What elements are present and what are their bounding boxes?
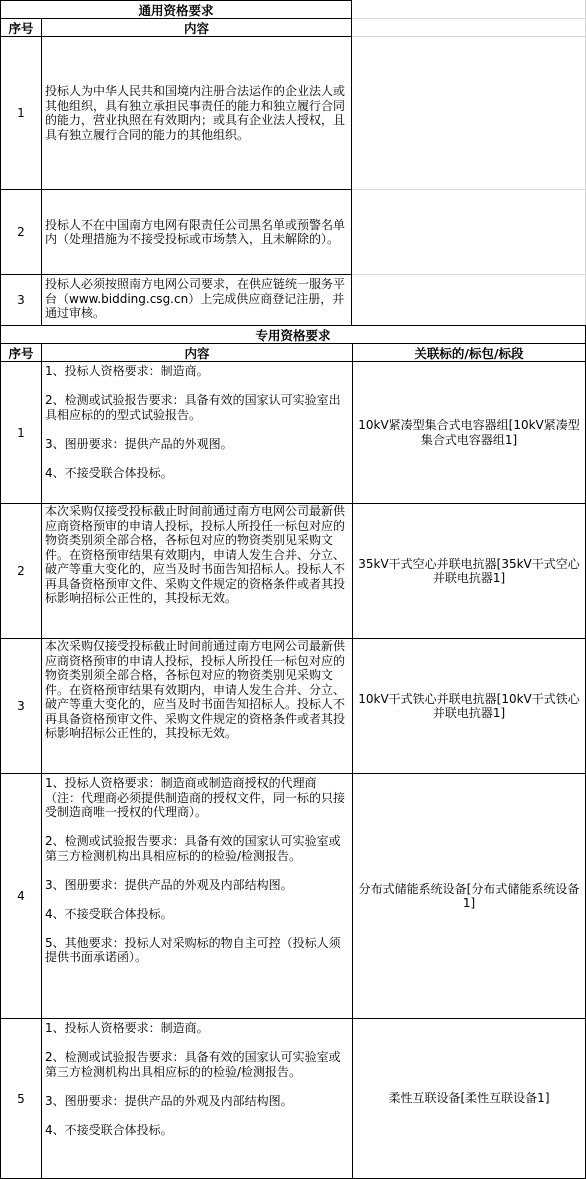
special-row-4-text: 1、投标人资格要求：制造商或制造商授权的代理商（注：代理商必须提供制造商的授权文件，同一标的只接受制造商唯一授权的代理商）。 2、检测或试验报告要求：具备有效的国家认可实验室或第三方检测机构出具相应标的的检验/检测报告。 3、图册要求：提供产品的外观及内部结构图。 4、不接受联合体投标。 5、其他要求：投标人对采购标的物自主可控（投标人须提供书面承诺函）。 (45, 776, 346, 964)
empty-cell[interactable] (352, 18, 586, 37)
special-row-1-no[interactable]: 1 (0, 361, 42, 504)
special-header-no[interactable]: 序号 (0, 343, 42, 362)
special-row-3-content[interactable] (41, 638, 353, 774)
general-row-2-content[interactable] (41, 189, 352, 275)
special-row-3-related[interactable] (352, 638, 586, 774)
special-row-5-related[interactable] (352, 1018, 586, 1179)
general-row-1-no[interactable]: 1 (0, 36, 42, 190)
special-row-3-related-text: 10kV干式铁心并联电抗器[10kV干式铁心并联电抗器1] (358, 691, 580, 720)
special-row-5-related-text: 柔性互联设备[柔性互联设备1] (388, 1091, 550, 1106)
general-header-no[interactable]: 序号 (0, 18, 42, 37)
special-row-2-related[interactable] (352, 503, 586, 639)
general-row-3-content[interactable] (41, 274, 352, 326)
general-header-content[interactable]: 内容 (41, 18, 352, 37)
special-row-2-text: 本次采购仅接受投标截止时间前通过南方电网公司最新供应商资格预审的申请人投标，投标人所投任一标包对应的物资类别须全部合格，各标包对应的物资类别见采购文件。在资格预审结果有效期内，申请人发生合并、分立、破产等重大变化的，应当及时书面告知招标人。投标人不再具备资格预审文件、采购文件规定的资格条件或者其投标影响招标公正性的，其投标无效。 (45, 504, 346, 605)
special-row-4-no[interactable]: 4 (0, 773, 42, 1019)
special-row-5-no[interactable]: 5 (0, 1018, 42, 1179)
general-row-3-no[interactable]: 3 (0, 274, 42, 326)
special-row-1-related-text: 10kV紧凑型集合式电容器组[10kV紧凑型集合式电容器组1] (358, 418, 580, 447)
general-row-2-text: 投标人不在中国南方电网有限责任公司黑名单或预警名单内（处理措施为不接受投标或市场禁入，且未解除的）。 (45, 217, 346, 246)
special-section-title[interactable]: 专用资格要求 (0, 325, 586, 344)
special-header-related[interactable]: 关联标的/标包/标段 (352, 343, 586, 362)
special-row-5-text: 1、投标人资格要求：制造商。 2、检测或试验报告要求：具备有效的国家认可实验室或第三方检测机构出具相应标的的检验/检测报告。 3、图册要求：提供产品的外观及内部结构图。 4、不接受联合体投标。 (45, 1021, 341, 1137)
empty-cell[interactable] (352, 189, 586, 275)
special-row-5-content[interactable] (41, 1018, 353, 1179)
special-row-1-text: 1、投标人资格要求：制造商。 2、检测或试验报告要求：具备有效的国家认可实验室出具相应标的的型式试验报告。 3、图册要求：提供产品的外观图。 4、不接受联合体投标。 (45, 364, 341, 480)
special-row-4-related[interactable] (352, 773, 586, 1019)
special-row-2-content[interactable] (41, 503, 353, 639)
empty-cell[interactable] (352, 274, 586, 326)
general-row-3-text: 投标人必须按照南方电网公司要求，在供应链统一服务平台（www.bidding.csg.cn）上完成供应商登记注册，并通过审核。 (45, 277, 346, 320)
general-row-1-text: 投标人为中华人民共和国境内注册合法运作的企业法人或其他组织，具有独立承担民事责任的能力和独立履行合同的能力，营业执照在有效期内；或具有企业法人授权，且具有独立履行合同的能力的其他组织。 (45, 84, 346, 142)
general-row-2-no[interactable]: 2 (0, 189, 42, 275)
special-row-3-text: 本次采购仅接受投标截止时间前通过南方电网公司最新供应商资格预审的申请人投标，投标人所投任一标包对应的物资类别须全部合格，各标包对应的物资类别见采购文件。在资格预审结果有效期内，申请人发生合并、分立、破产等重大变化的，应当及时书面告知招标人。投标人不再具备资格预审文件、采购文件规定的资格条件或者其投标影响招标公正性的，其投标无效。 (45, 639, 346, 740)
special-header-content[interactable]: 内容 (41, 343, 353, 362)
special-row-2-related-text: 35kV干式空心并联电抗器[35kV干式空心并联电抗器1] (358, 556, 580, 585)
general-row-1-content[interactable] (41, 36, 352, 190)
special-row-1-related[interactable] (352, 361, 586, 504)
special-row-4-content[interactable] (41, 773, 353, 1019)
general-section-title[interactable]: 通用资格要求 (0, 0, 352, 19)
special-row-4-related-text: 分布式储能系统设备[分布式储能系统设备1] (358, 881, 580, 910)
special-row-2-no[interactable]: 2 (0, 503, 42, 639)
special-row-1-content[interactable] (41, 361, 353, 504)
special-row-3-no[interactable]: 3 (0, 638, 42, 774)
empty-cell[interactable] (352, 0, 586, 19)
empty-cell[interactable] (352, 36, 586, 190)
